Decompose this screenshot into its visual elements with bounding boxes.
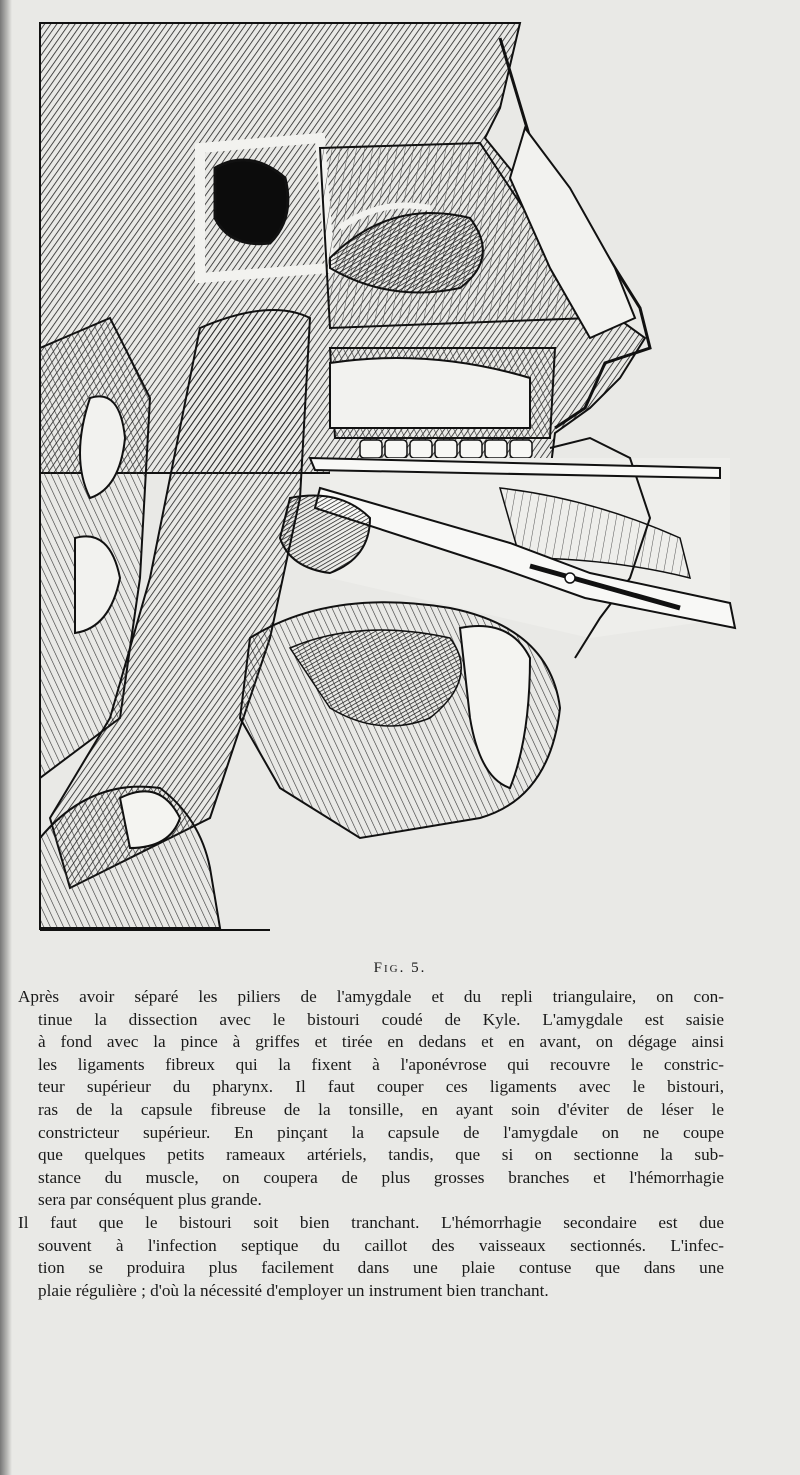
- text-line: tinue la dissection avec le bistouri coudé de Kyle. L'amygdale est saisie: [38, 1009, 724, 1029]
- text-line: à fond avec la pince à griffes et tirée en dedans et en avant, on dégage ainsi: [38, 1032, 724, 1052]
- text-line: tion se produira plus facilement dans une plaie contuse que dans une: [38, 1258, 724, 1278]
- text-line: teur supérieur du pharynx. Il faut couper ces ligaments avec le bistouri,: [38, 1077, 724, 1097]
- text-line: plaie régulière ; d'où la nécessité d'employer un instrument bien tranchant.: [38, 1280, 549, 1300]
- paragraph-2: [18, 1212, 724, 1302]
- text-line: que quelques petits rameaux artériels, tandis, que si on sectionne la sub-: [38, 1145, 724, 1165]
- text-line: ras de la capsule fibreuse de la tonsille, en ayant soin d'éviter de léser le: [38, 1099, 724, 1119]
- text-line: stance du muscle, on coupera de plus grosses branches et l'hémorrhagie: [38, 1167, 724, 1187]
- figure-caption: Fig. 5.: [373, 960, 427, 976]
- paragraph-1: [18, 986, 724, 1212]
- upper-teeth: [360, 440, 532, 458]
- page-binding-edge: [0, 0, 12, 1475]
- text-line: Il faut que le bistouri soit bien tranchant. L'hémorrhagie secondaire est due: [18, 1212, 724, 1232]
- anatomical-illustration: [30, 18, 740, 933]
- sphenoid-sinus: [215, 160, 288, 244]
- text-line: sera par conséquent plus grande.: [38, 1190, 262, 1210]
- text-line: les ligaments fibreux qui la fixent à l'aponévrose qui recouvre le constric-: [38, 1054, 724, 1074]
- text-line: souvent à l'infection septique du caillot des vaisseaux sectionnés. L'infec-: [38, 1235, 724, 1255]
- text-line: constricteur supérieur. En pinçant la capsule de l'amygdale on ne coupe: [38, 1122, 724, 1142]
- body-text: [18, 986, 724, 1302]
- text-line: Après avoir séparé les piliers de l'amygdale et du repli triangulaire, on con-: [18, 987, 724, 1006]
